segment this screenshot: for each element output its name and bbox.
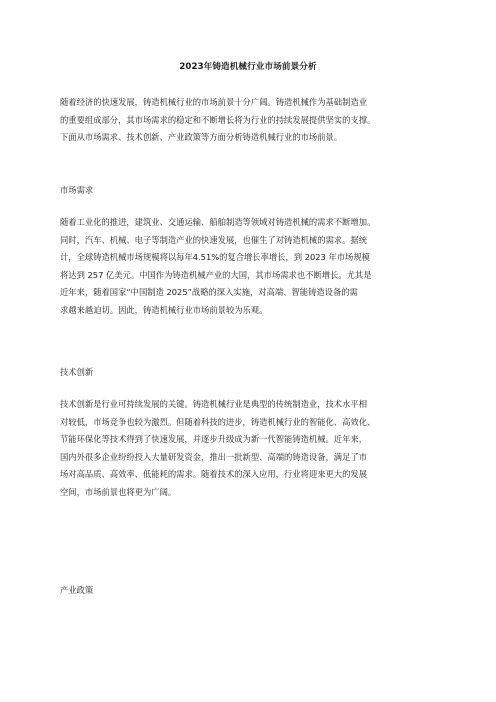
intro-line-3: 下面从市场需求、技术创新、产业政策等方面分析铸造机械行业的市场前景。 bbox=[60, 132, 343, 142]
market-demand-line-1: 随着工业化的推进，建筑业、交通运输、船舶制造等领域对铸造机械的需求不断增加。 bbox=[60, 217, 376, 227]
tech-innovation-line-4: 国内外很多企业纷纷投入大量研发资金，推出一批新型、高端的铸造设备，满足了市 bbox=[60, 451, 367, 462]
market-demand-line-4: 将达到 257 亿美元。中国作为铸造机械产业的大国，其市场需求也不断增长。尤其是 bbox=[60, 269, 372, 280]
tech-innovation-line-5: 场对高品质、高效率、低能耗的需求。随着技术的深入应用，行业将迎来更大的发展 bbox=[60, 469, 367, 479]
section-heading-tech-innovation: 技术创新 bbox=[60, 367, 94, 377]
market-demand-line-2: 同时，汽车、机械、电子等制造产业的快速发展，也催生了对铸造机械的需求。据统 bbox=[60, 234, 367, 245]
tech-innovation-paragraph bbox=[60, 396, 445, 501]
intro-paragraph bbox=[60, 94, 445, 147]
tech-innovation-line-1: 技术创新是行业可持续发展的关键。铸造机械行业是典型的传统制造业，技术水平相 bbox=[60, 399, 367, 409]
tech-innovation-line-6: 空间，市场前景也将更为广阔。 bbox=[60, 486, 177, 497]
intro-line-1: 随着经济的快速发展，铸造机械行业的市场前景十分广阔。铸造机械作为基础制造业 bbox=[60, 97, 367, 107]
market-demand-paragraph bbox=[60, 214, 445, 319]
tech-innovation-line-3: 节能环保化等技术得到了快速发展，并逐步升级成为新一代智能铸造机械。近年来， bbox=[60, 434, 367, 444]
market-demand-line-6: 求越来越迫切。因此，铸造机械行业市场前景较为乐观。 bbox=[60, 304, 268, 315]
document-title: 2023年铸造机械行业市场前景分析 bbox=[179, 62, 317, 72]
market-demand-line-3: 计，全球铸造机械市场规模将以每年4.51%的复合增长率增长，到 2023 年市场规模 bbox=[60, 252, 370, 262]
tech-innovation-line-2: 对较低，市场竞争也较为激烈。但随着科技的进步，铸造机械行业的智能化、高效化、 bbox=[60, 416, 376, 427]
section-heading-industry-policy: 产业政策 bbox=[60, 585, 94, 595]
section-heading-market-demand: 市场需求 bbox=[60, 185, 94, 195]
intro-line-2: 的重要组成部分，其市场需求的稳定和不断增长将为行业的持续发展提供坚实的支撑。 bbox=[60, 114, 376, 125]
market-demand-line-5: 近年来，随着国家“中国制造 2025”战略的深入实施，对高端、智能铸造设备的需 bbox=[60, 287, 358, 297]
